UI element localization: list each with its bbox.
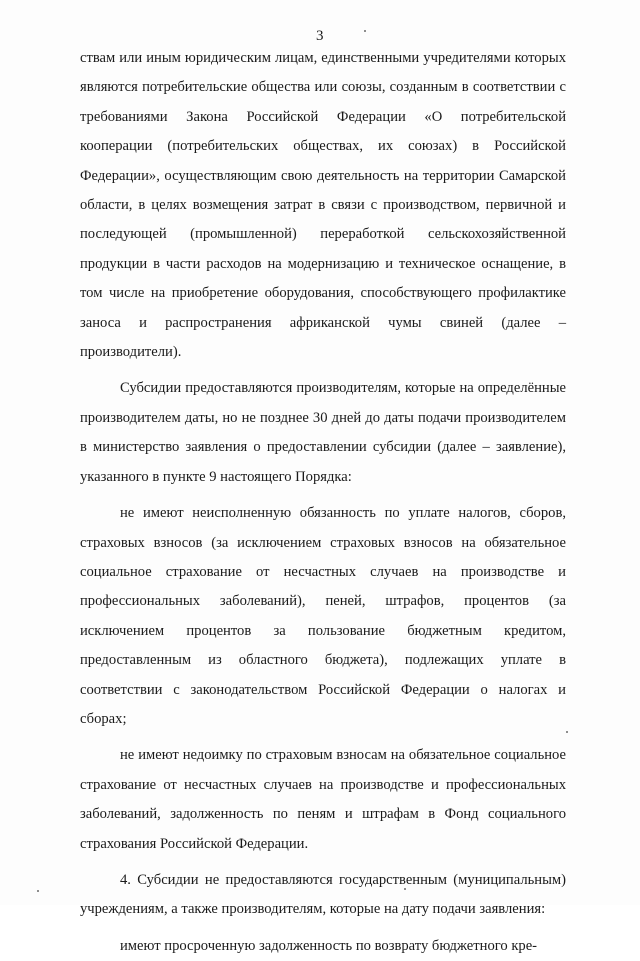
document-body: [80, 44, 566, 961]
paragraph-3: не имеют неисполненную обязанность по уплате налогов, сборов, страховых взносов (за исключением страховых взносов на обязательное социальное страхование от несчастных случаев на производстве и профессиональных заболеваний), пеней, штрафов, процентов (за исключением процентов за пользование бюджетным кредитом, предоставленным из областного бюджета), подлежащих уплате в соответствии с законодательством Российской Федерации о налогах и сборах;: [80, 505, 566, 727]
scan-speck: [364, 30, 366, 32]
paragraph-2: Субсидии предоставляются производителям, которые на определённые производителем даты, но не позднее 30 дней до даты подачи производителем в министерство заявления о предоставлении субсидии (далее – заявление), указанного в пункте 9 настоящего Порядка:: [80, 380, 566, 485]
paragraph-4: не имеют недоимку по страховым взносам на обязательное социальное страхование от несчастных случаев на производстве и профессиональных заболеваний, задолженность по пеням и штрафам в Фонд социального страхования Российской Федерации.: [80, 747, 566, 852]
page-number: 3: [316, 28, 324, 44]
paragraph-6: имеют просроченную задолженность по возврату бюджетного кре-: [120, 937, 538, 954]
scan-speck: [566, 731, 568, 733]
scan-speck: [404, 888, 406, 890]
scan-speck: [37, 890, 39, 892]
paragraph-5: 4. Субсидии не предоставляются государственным (муниципальным) учреждениям, а также производителям, которые на дату подачи заявления:: [80, 871, 566, 918]
paragraph-1: ствам или иным юридическим лицам, единственными учредителями которых являются потребительские общества или союзы, созданным в соответствии с требованиями Закона Российской Федерации «О потребительской кооперации (потребительских обществах, их союзах) в Российской Федерации», осуществляющим свою деятельность на территории Самарской области, в целях возмещения затрат в связи с производством, первичной и последующей (промышленной) переработкой сельскохозяйственной продукции в части расходов на модернизацию и техническое оснащение, в том числе на приобретение оборудования, способствующего профилактике заноса и распространения африканской чумы свиней (далее – производители).: [80, 50, 566, 361]
